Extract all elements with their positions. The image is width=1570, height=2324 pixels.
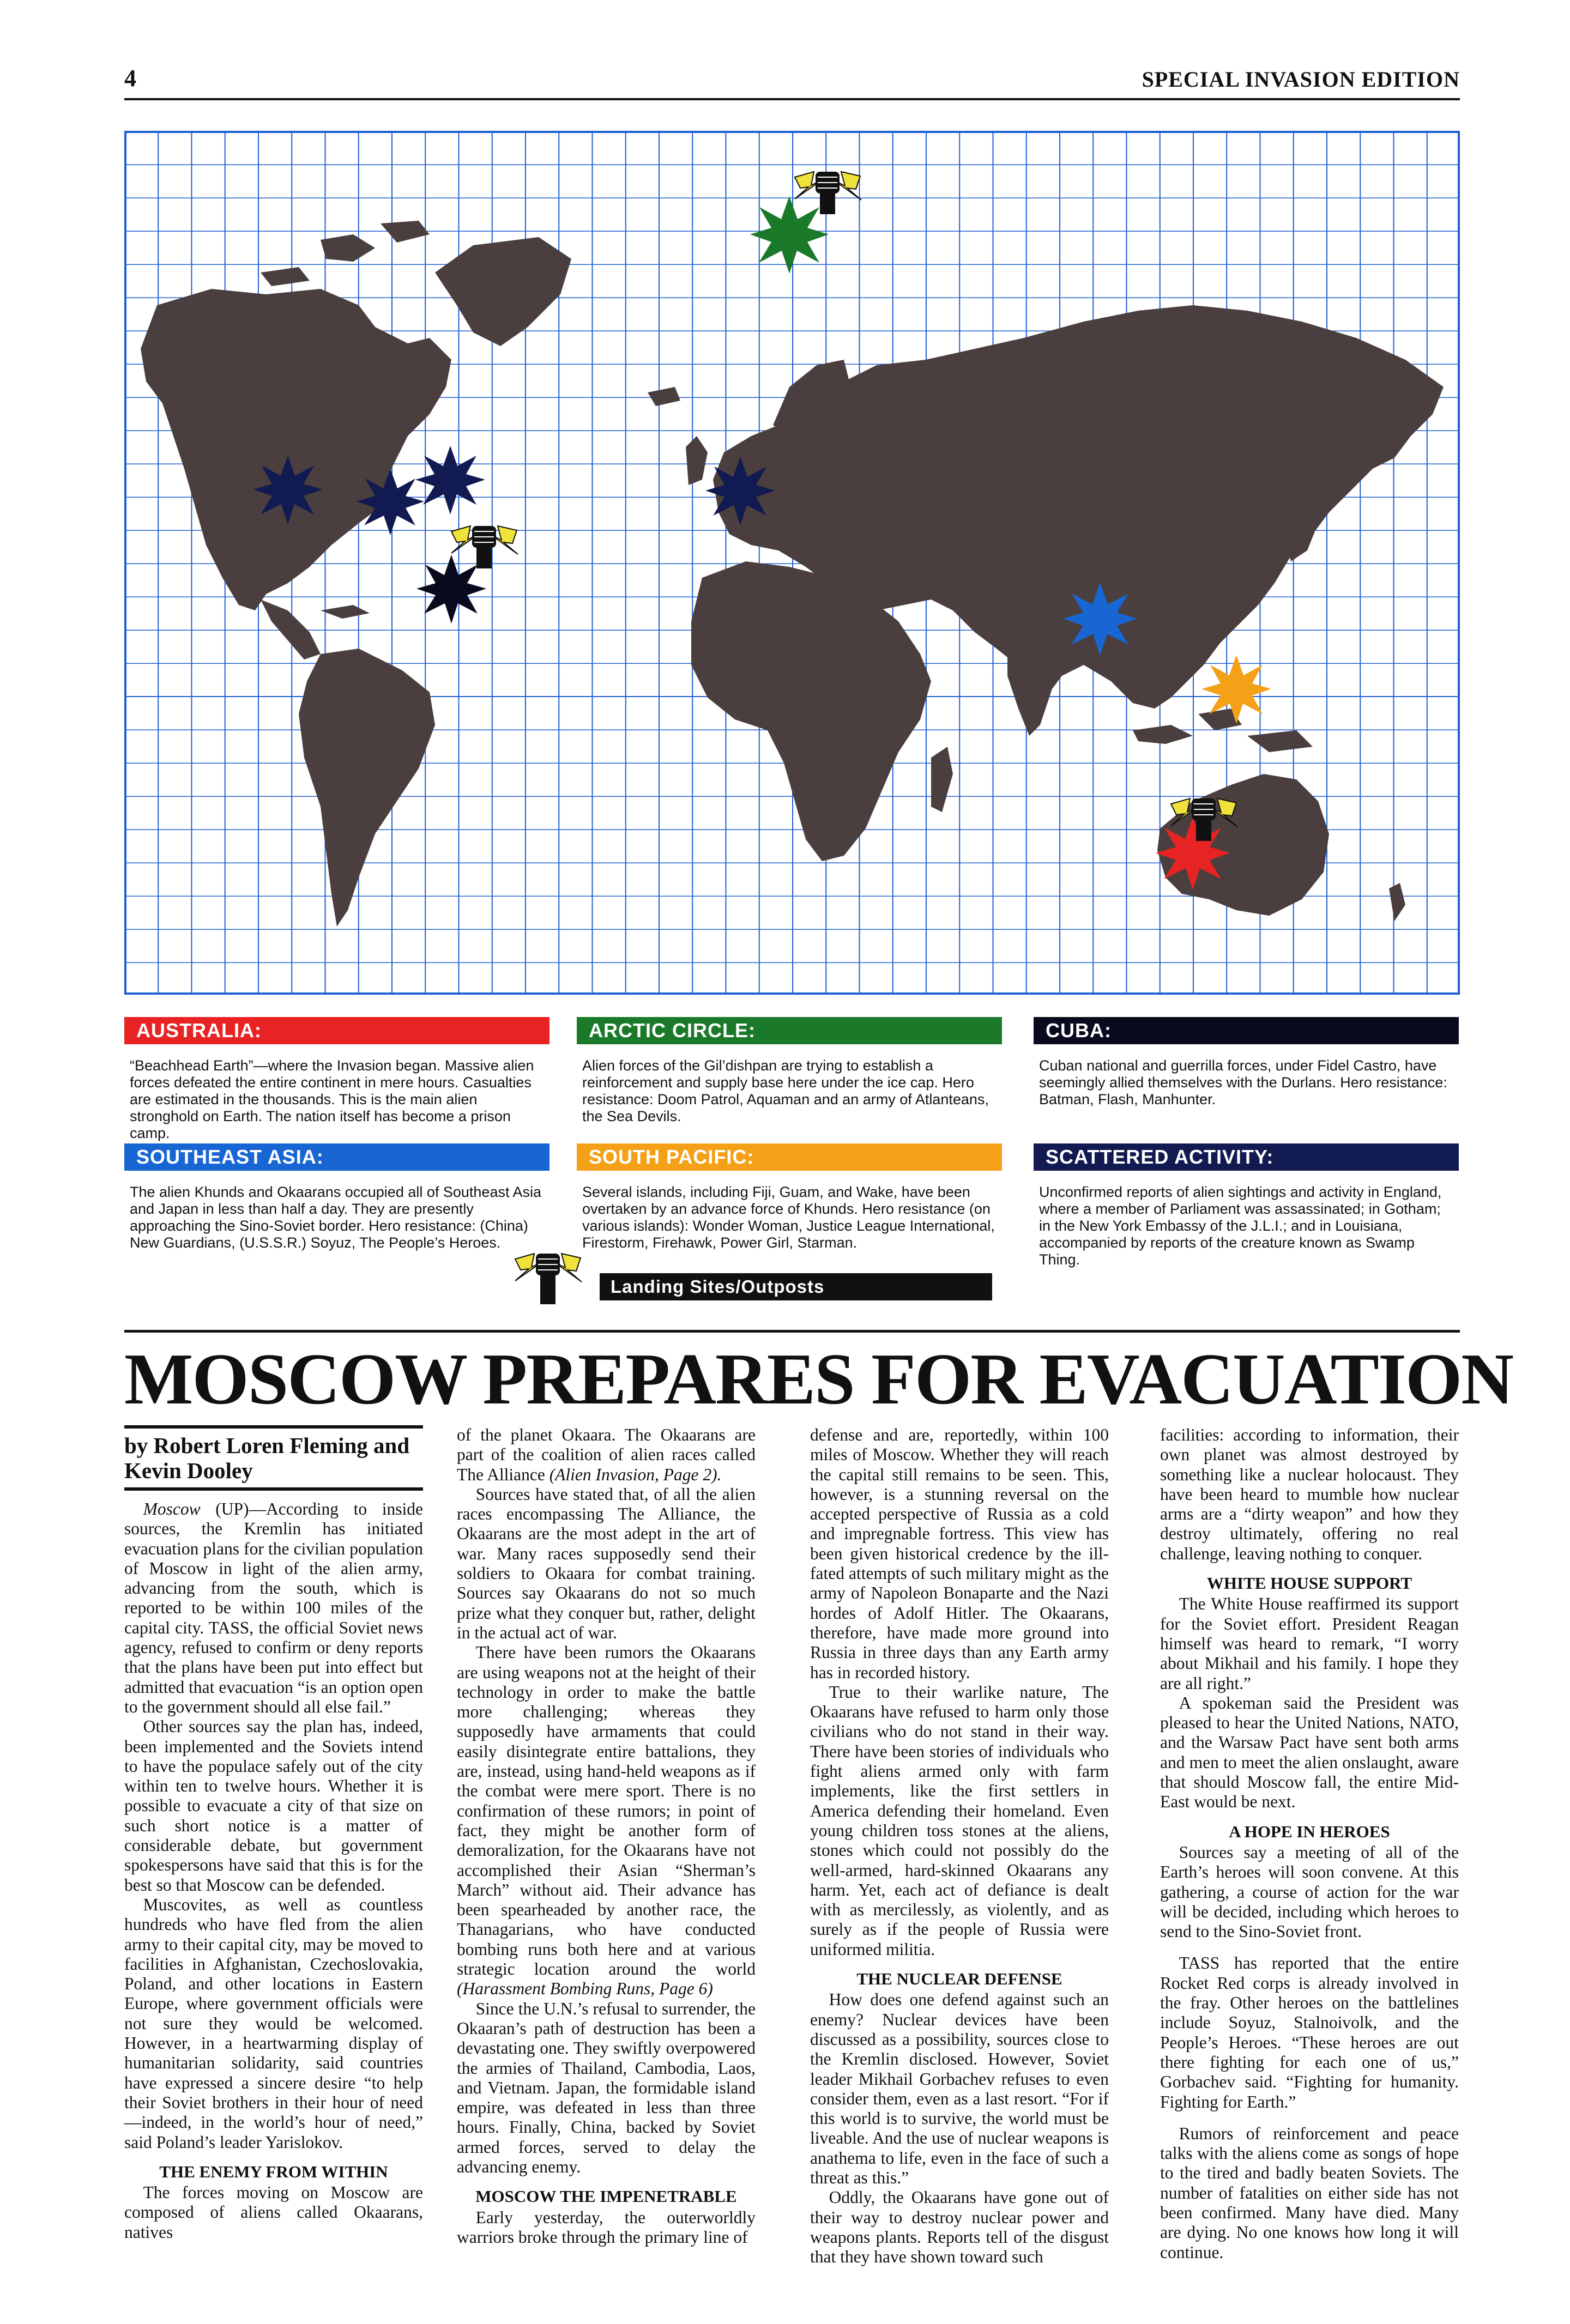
paragraph: The forces moving on Moscow are composed of aliens called Okaarans, natives [124, 2183, 423, 2242]
paragraph: facilities: according to information, their own planet was almost destroyed by something like a nuclear holocaust. They have been heard to mumble how nuclear arms are a “dirty weapon” and how they destroy ultimately, offering no real challenge, leaving nothing to conquer. [1160, 1425, 1459, 1563]
legend-title: CUBA: [1034, 1017, 1459, 1044]
edition-label: SPECIAL INVASION EDITION [1142, 67, 1460, 92]
legend-scattered-activity [1034, 1143, 1459, 1268]
article-column-3 [810, 1425, 1109, 2267]
article-column-4 [1160, 1425, 1459, 2262]
legend-text: Alien forces of the Gil’dishpan are trying to establish a reinforcement and supply base here under the ice cap. Hero resistance: Doom Patrol, Aquaman and an army of Atlanteans, the Sea Devils. [582, 1057, 989, 1124]
paragraph: Sources have stated that, of all the alien races encompassing The Alliance, the Okaarans are the most adept in the art of war. Many races supposedly send their soldiers to Okaara for combat training. Sources say Okaarans do not so much prize what they conquer but, rather, delight in the actual act of war. [457, 1484, 756, 1642]
headline: MOSCOW PREPARES FOR EVACUATION [124, 1339, 1513, 1419]
paragraph: A spokeman said the President was pleased to hear the United Nations, NATO, and the Warsaw Pact have sent both arms and men to meet the alien onslaught, aware that should Moscow fall, the entire Mid-East would be next. [1160, 1693, 1459, 1812]
legend-text: Several islands, including Fiji, Guam, and Wake, have been overtaken by an advance force of Khunds. Hero resistance (on various islands): Wonder Woman, Justice League International, Firestorm, Firehawk, Power Girl, Starman. [582, 1184, 995, 1251]
cross-reference: (Alien Invasion, Page 2). [549, 1464, 722, 1484]
subheading: MOSCOW THE IMPENETRABLE [475, 2187, 737, 2206]
legend-title: SCATTERED ACTIVITY: [1034, 1143, 1459, 1171]
legend-text: The alien Khunds and Okaarans occupied all of Southeast Asia and Japan in less than half a day. They are presently approaching the Sino-Soviet border. Hero resistance: (China) New Guardians, (U.S.S.R.) Soyuz, The People’s Heroes. [130, 1184, 541, 1251]
page-header [124, 64, 1460, 100]
paragraph: Early yesterday, the outerworldly warriors broke through the primary line of [457, 2207, 756, 2247]
paragraph: The White House reaffirmed its support for the Soviet effort. President Reagan himself was heard to remark, “I worry about Mikhail and his family. I hope they are all right.” [1160, 1594, 1459, 1693]
paragraph: Sources say a meeting of all of the Earth’s heroes will soon convene. At this gathering, a course of action for the war will be decided, including which heroes to send to the Sino-Soviet front. [1160, 1842, 1459, 1941]
paragraph [124, 1499, 423, 1717]
divider [124, 1330, 1460, 1333]
paragraph: Rumors of reinforcement and peace talks with the aliens come as songs of hope to the tired and badly beaten Soviets. The number of fatalities on either side has not been confirmed. Many have died. Many are dying. No one knows how long it will continue. [1160, 2123, 1459, 2262]
legend-title: SOUTHEAST ASIA: [124, 1143, 550, 1171]
paragraph-text: (UP)—According to inside sources, the Kremlin has initiated evacuation plans for the civilian population of Moscow in light of the alien army, advancing from the south, which is reported to be within 100 miles of the capital city. TASS, the official Soviet news agency, refused to confirm or deny reports that the plans have been put into effect but admitted that evacuation “is an option open to the government should all else fail.” [124, 1499, 423, 1716]
fist-lightning-icon [507, 1237, 589, 1308]
map-key [507, 1237, 1041, 1308]
paragraph [457, 1643, 756, 1999]
paragraph [457, 1425, 756, 1485]
paragraph: defense and are, reportedly, within 100 miles of Moscow. Whether they will reach the capital still remains to be seen. This, however, is a stunning reversal on the accepted perspective of Russia as a cold and impregnable fortress. This view has been given historical credence by the ill-fated attempts of such military might as the army of Napoleon Bonaparte and the Nazi hordes of Adolf Hitler. The Okaarans, therefore, have made more ground into Russia in three days than any Earth army has in recorded history. [810, 1425, 1109, 1682]
legend-south-pacific [577, 1143, 1002, 1251]
page-number: 4 [124, 65, 136, 92]
subheading: WHITE HOUSE SUPPORT [1206, 1573, 1412, 1593]
legend-text: Unconfirmed reports of alien sightings and activity in England, where a member of Parliament was assassinated; in Gotham; in the New York Embassy of the J.L.I.; and in Louisiana, accompanied by reports of the creature known as Swamp Thing. [1039, 1184, 1442, 1268]
key-label: Landing Sites/Outposts [600, 1273, 992, 1300]
article-column-1 [124, 1425, 423, 2242]
legend-arctic-circle [577, 1017, 1002, 1125]
legend-southeast-asia [124, 1143, 550, 1251]
paragraph: Muscovites, as well as countless hundreds who have fled from the alien army to their capital city, may be moved to facilities in Afghanistan, Czechoslovakia, Poland, and other locations in Eastern Europe, where government officials were not sure they would be welcomed. However, in a heartwarming display of humanitarian solidarity, said countries have expressed a sincere desire “to help their Soviet brothers in their hour of need—indeed, in the world’s hour of need,” said Poland’s leader Yarislokov. [124, 1895, 423, 2152]
subheading: THE ENEMY FROM WITHIN [159, 2162, 388, 2181]
paragraph: Oddly, the Okaarans have gone out of their way to destroy nuclear power and weapons plants. Reports tell of the disgust that they have shown toward such [810, 2188, 1109, 2267]
legend-title: ARCTIC CIRCLE: [577, 1017, 1002, 1044]
legend-text: Cuban national and guerrilla forces, under Fidel Castro, have seemingly allied themselves with the Durlans. Hero resistance: Batman, Flash, Manhunter. [1039, 1057, 1447, 1107]
cross-reference: (Harassment Bombing Runs, Page 6) [457, 1979, 713, 1999]
legend-text: “Beachhead Earth”—where the Invasion began. Massive alien forces defeated the entire continent in mere hours. Casualties are estimated in the thousands. This is the main alien stronghold on Earth. The nation itself has become a prison camp. [130, 1057, 534, 1141]
legend-title: AUSTRALIA: [124, 1017, 550, 1044]
world-map [124, 131, 1460, 995]
legend-cuba [1034, 1017, 1459, 1108]
paragraph: Other sources say the plan has, indeed, been implemented and the Soviets intend to have the populace safely out of the city within ten to twelve hours. Whether it is possible to evacuate a city of that size on such short notice is a matter of considerable debate, but government spokespersons have said that this is for the best so that Moscow can be defended. [124, 1717, 423, 1895]
subheading: A HOPE IN HEROES [1229, 1821, 1390, 1841]
legend-title: SOUTH PACIFIC: [577, 1143, 1002, 1171]
article-column-2 [457, 1425, 756, 2247]
byline: by Robert Loren Fleming and Kevin Dooley [124, 1425, 423, 1491]
paragraph-text: There have been rumors the Okaarans are using weapons not at the height of their technology in order to make the battle more challenging; whereas they supposedly have armaments that could easily disintegrate entire battalions, they are, instead, using hand-held weapons as if the combat were mere sport. There is no confirmation of these rumors; in point of fact, they might be another form of demoralization, for the Okaarans have not accomplished their Asian “Sherman’s March” without aid. Their advance has been spearheaded by another race, the Thanagarians, who have conducted bombing runs both here and at various strategic location around the world [457, 1643, 756, 1979]
paragraph: True to their warlike nature, The Okaarans have refused to harm only those civilians who do not stand in their way. There have been stories of individuals who fight aliens armed only with farm implements, like the first settlers in America defending their homeland. Even young children toss stones at the aliens, stones which could not possibly do the well-armed, hard-skinned Okaarans any harm. Yet, each act of defiance is dealt with as mercilessly, as violently, and as surely as if the people of Russia were uniformed militia. [810, 1682, 1109, 1959]
paragraph: Since the U.N.’s refusal to surrender, the Okaaran’s path of destruction has been a devastating one. They swiftly overpowered the armies of Thailand, Cambodia, Laos, and Vietnam. Japan, the formidable island empire, was defeated in less than three hours. Finally, China, backed by Soviet armed forces, served to delay the advancing enemy. [457, 1999, 756, 2176]
paragraph-text: of the planet Okaara. The Okaarans are part of the coalition of alien races called The Alliance [457, 1425, 756, 1484]
dateline: Moscow [143, 1499, 201, 1518]
paragraph: TASS has reported that the entire Rocket Red corps is already involved in the fray. Other heroes on the battlelines include Soyuz, Stalnoivolk, and the People’s Heroes. “These heroes are out there fighting for each one of us,” Gorbachev said. “Fighting for humanity. Fighting for Earth.” [1160, 1953, 1459, 2111]
legend-australia [124, 1017, 550, 1142]
paragraph: How does one defend against such an enemy? Nuclear devices have been discussed as a possibility, sources close to the Kremlin disclosed. However, Soviet leader Mikhail Gorbachev refuses to even consider them, even as a last resort. “For if this world is to survive, the world must be liveable. And the use of nuclear weapons is anathema to life, even in the face of such a threat as this.” [810, 1990, 1109, 2187]
subheading: THE NUCLEAR DEFENSE [856, 1969, 1062, 1989]
